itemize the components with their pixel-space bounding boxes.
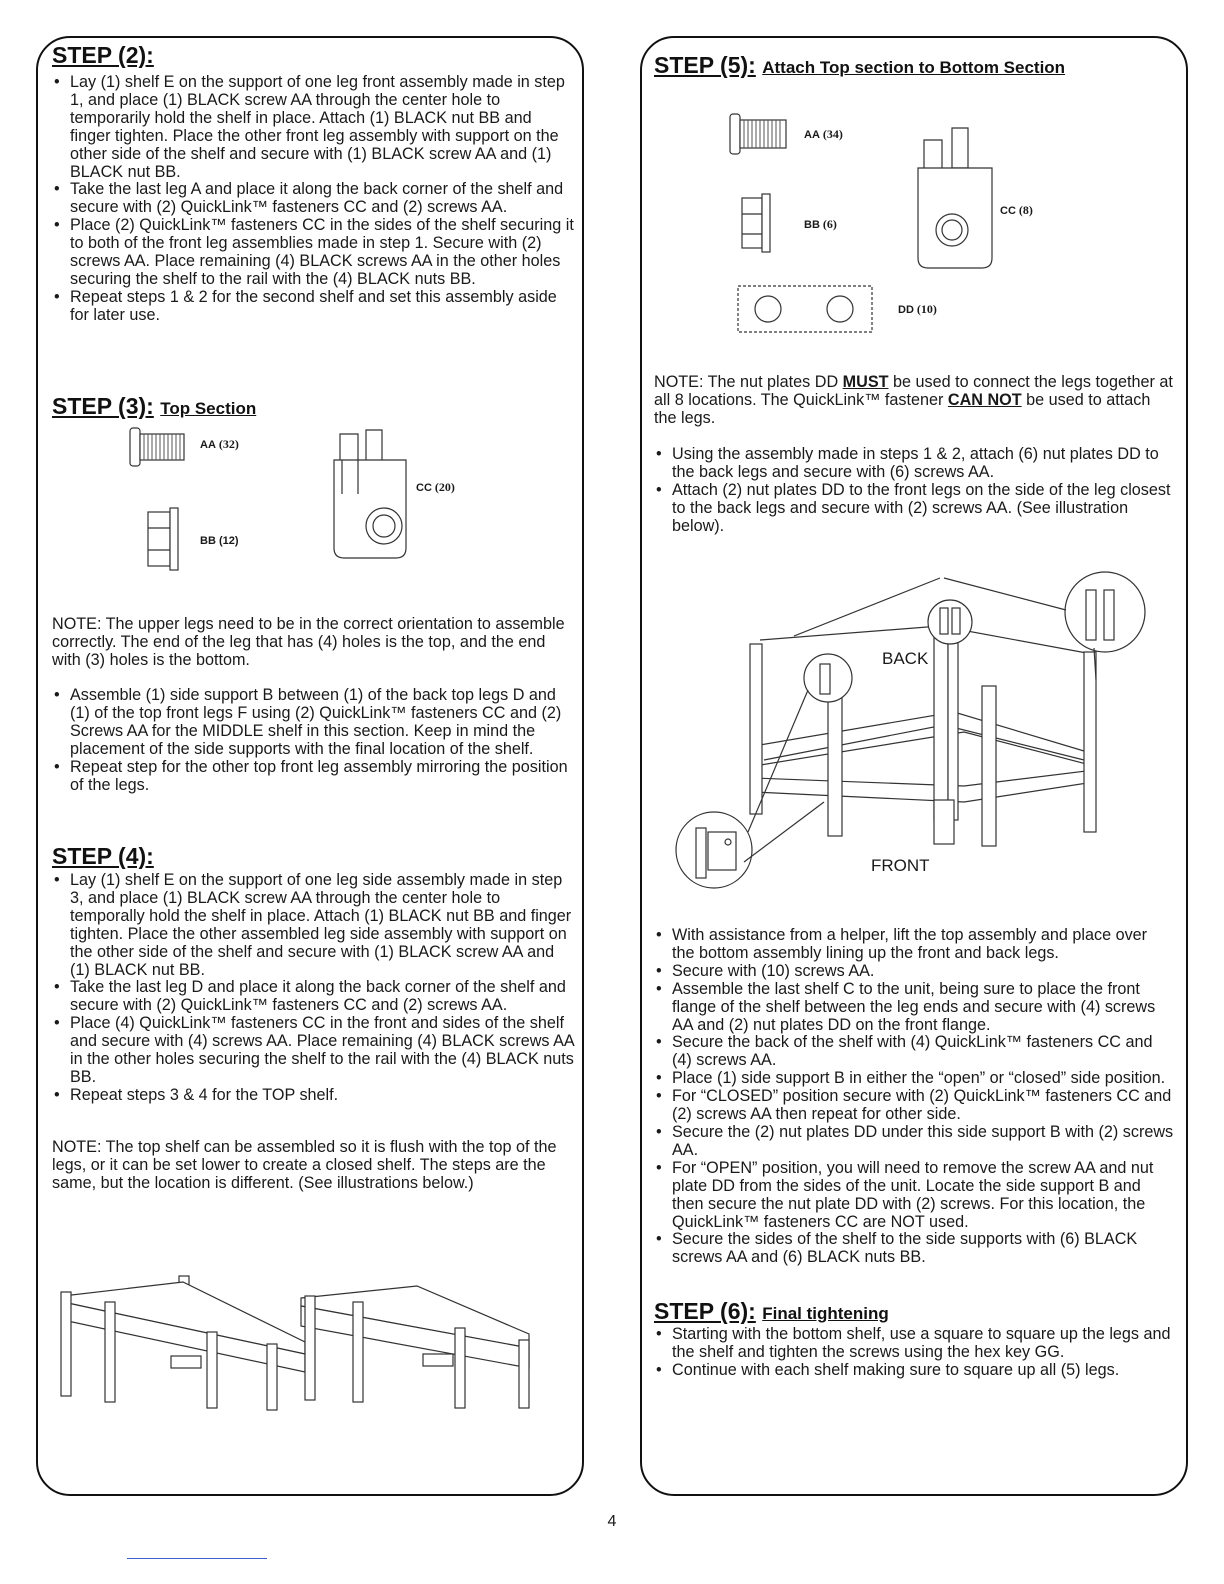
- step2-bullets: [52, 74, 574, 325]
- footer-rule: [127, 1558, 267, 1559]
- step6-title: STEP (6): Final tightening: [654, 1298, 889, 1324]
- list-item: • For “OPEN” position, you will need to remove the screw AA and nut plate DD from the sides of the unit. Locate the side support B and then secure the nut plate DD with (2) screws. For this location, the QuickLink™ fasteners CC are NOT used.: [654, 1160, 1174, 1232]
- step3-parts-illustration: [120, 420, 450, 580]
- list-item: • Place (1) side support B in either the “open” or “closed” side position.: [654, 1070, 1174, 1088]
- list-item: • Using the assembly made in steps 1 & 2, attach (6) nut plates DD to the back legs and secure with (6) screws AA.: [654, 446, 1174, 482]
- list-item: • Starting with the bottom shelf, use a square to square up the legs and the shelf and tighten the screws using the hex key GG.: [654, 1326, 1174, 1362]
- step5-bullets-a: [654, 446, 1174, 536]
- step4-note: NOTE: The top shelf can be assembled so it is flush with the top of the legs, or it can be set lower to create a closed shelf. The steps are the same, but the location is different. (See illustrations below.): [52, 1138, 557, 1192]
- list-item: • Take the last leg A and place it along the back corner of the shelf and secure with (2) QuickLink™ fasteners CC and (2) screws AA.: [52, 181, 574, 217]
- step2-title: STEP (2):: [52, 42, 154, 68]
- nut-plate-dd-icon: [738, 286, 872, 332]
- leg-assembly-illustration: [664, 560, 1164, 900]
- step3-bullets: [52, 687, 574, 794]
- part-bb-label: BB (12): [200, 535, 239, 547]
- part-aa-label: AA (34): [804, 127, 843, 141]
- list-item: • Assemble (1) side support B between (1) of the back top legs D and (1) of the top front legs F using (2) QuickLink™ fasteners CC and (2) Screws AA for the MIDDLE shelf in this section. Keep in mind the placement of the side supports with the final location of the shelf.: [52, 687, 574, 759]
- back-label: BACK: [882, 649, 929, 668]
- nut-bb-icon: [742, 194, 770, 252]
- step5-note: NOTE: The nut plates DD MUST be used to connect the legs together at all 8 locations. The QuickLink™ fastener CAN NOT be used to attach the legs.: [654, 373, 1173, 427]
- part-cc-label: CC (8): [1000, 203, 1033, 217]
- list-item: • Attach (2) nut plates DD to the front legs on the side of the leg closest to the back legs and secure with (2) screws AA. (See illustration below).: [654, 482, 1174, 536]
- front-label: FRONT: [871, 856, 930, 875]
- list-item: • Repeat steps 3 & 4 for the TOP shelf.: [52, 1087, 574, 1105]
- list-item: • Continue with each shelf making sure to square up all (5) legs.: [654, 1362, 1174, 1380]
- nut-bb-icon: [148, 508, 178, 570]
- part-cc-label: CC (20): [416, 480, 455, 494]
- flush-shelf-drawing: [61, 1276, 305, 1410]
- list-item: • Assemble the last shelf C to the unit, being sure to place the front flange of the shelf between the leg ends and secure with (4) screws AA and (2) nut plates DD on the front flange.: [654, 981, 1174, 1035]
- list-item: • Lay (1) shelf E on the support of one leg side assembly made in step 3, and place (1) BLACK screw AA through the center hole to temporally hold the shelf in place. Attach (1) BLACK nut BB and finger tighten. Place the other assembled leg side assembly with support on the other side of the shelf and secure with (1) BLACK screw AA and (1) BLACK nut BB.: [52, 872, 574, 979]
- list-item: • Secure the sides of the shelf to the side supports with (6) BLACK screws AA and (6) BLACK nuts BB.: [654, 1231, 1174, 1267]
- detail-callout-left: [804, 654, 852, 702]
- detail-callout-top-center: [794, 578, 972, 644]
- list-item: • Secure the (2) nut plates DD under this side support B with (2) screws AA.: [654, 1124, 1174, 1160]
- shelf-position-illustration: [55, 1272, 535, 1412]
- step6-bullets: [654, 1326, 1174, 1380]
- list-item: • Lay (1) shelf E on the support of one leg front assembly made in step 1, and place (1) BLACK screw AA through the center hole to temporarily hold the shelf in place. Attach (1) BLACK nut BB and finger tighten. Place the other front leg assembly with support on the other side of the shelf and secure with (1) BLACK screw AA and (1) BLACK nut BB.: [52, 74, 574, 181]
- screw-aa-icon: [130, 428, 184, 466]
- part-dd-label: DD (10): [898, 302, 937, 316]
- list-item: • Repeat step for the other top front leg assembly mirroring the position of the legs.: [52, 759, 574, 795]
- list-item: • Repeat steps 1 & 2 for the second shelf and set this assembly aside for later use.: [52, 289, 574, 325]
- part-aa-label: AA (32): [200, 437, 239, 451]
- page-number: 4: [607, 1513, 617, 1530]
- detail-callout-top-right: [944, 572, 1145, 680]
- list-item: • For “CLOSED” position secure with (2) QuickLink™ fasteners CC and (2) screws AA then repeat for other side.: [654, 1088, 1174, 1124]
- fastener-cc-icon: [334, 430, 406, 558]
- step3-note: NOTE: The upper legs need to be in the correct orientation to assemble correctly. The end of the leg that has (4) holes is the top, and the end with (3) holes is the bottom.: [52, 615, 565, 669]
- step4-title: STEP (4):: [52, 843, 154, 869]
- list-item: • Place (2) QuickLink™ fasteners CC in the sides of the shelf securing it to both of the front leg assemblies made in step 1. Secure with (2) screws AA. Place remaining (4) BLACK screws AA in the other holes securing the shelf to the rail with the (4) BLACK nuts BB.: [52, 217, 574, 289]
- part-bb-label: BB (6): [804, 217, 837, 231]
- step3-title: STEP (3): Top Section: [52, 393, 257, 419]
- step5-title: STEP (5): Attach Top section to Bottom Section: [654, 52, 1066, 78]
- screw-aa-icon: [730, 114, 786, 154]
- list-item: • Take the last leg D and place it along the back corner of the shelf and secure with (2) QuickLink™ fasteners CC and (2) screws AA.: [52, 979, 574, 1015]
- list-item: • Secure with (10) screws AA.: [654, 963, 1174, 981]
- step5-bullets-b: [654, 927, 1174, 1267]
- step5-parts-illustration: [720, 110, 1020, 350]
- list-item: • Place (4) QuickLink™ fasteners CC in the front and sides of the shelf and secure with (4) screws AA. Place remaining (4) BLACK screws AA in the other holes securing the shelf to the rail with the (4) BLACK nuts BB.: [52, 1015, 574, 1087]
- fastener-cc-icon: [918, 128, 992, 268]
- step4-bullets: [52, 872, 574, 1105]
- closed-shelf-drawing: [301, 1286, 529, 1408]
- list-item: • With assistance from a helper, lift the top assembly and place over the bottom assembly lining up the front and back legs.: [654, 927, 1174, 963]
- list-item: • Secure the back of the shelf with (4) QuickLink™ fasteners CC and (4) screws AA.: [654, 1034, 1174, 1070]
